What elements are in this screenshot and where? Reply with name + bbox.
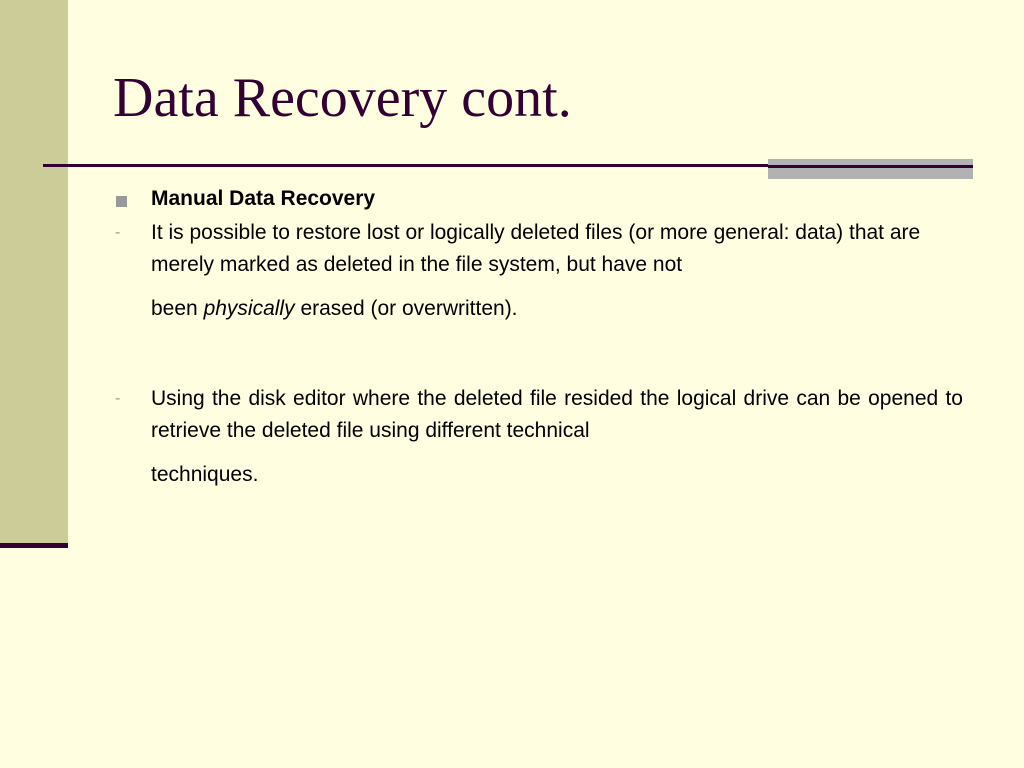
title-divider-block-line	[768, 165, 973, 168]
dash-bullet-icon: -	[115, 224, 121, 241]
restore-prefix: been	[151, 297, 204, 320]
bullet-item	[113, 185, 963, 217]
left-bar-accent-line	[0, 543, 68, 548]
dash-item-disk-editor	[113, 383, 963, 491]
dash-item-restore	[113, 217, 963, 325]
paragraph-disk-editor-last-line: techniques.	[151, 463, 259, 486]
restore-emphasis: physically	[203, 297, 295, 320]
restore-suffix: erased (or overwritten).	[294, 297, 518, 320]
paragraph-restore-text: It is possible to restore lost or logically deleted files (or more general: data) that are merely marked as deleted in the file system, but have not	[151, 221, 921, 276]
bullet-heading: Manual Data Recovery	[151, 187, 376, 210]
title-divider-block	[768, 159, 973, 179]
paragraph-restore-last-line	[151, 293, 963, 325]
dash-bullet-icon: -	[115, 390, 121, 407]
paragraph-disk-editor-text: Using the disk editor where the deleted file resided the logical drive can be opened to retrieve the deleted file using different technical	[151, 387, 963, 442]
square-bullet-icon	[116, 196, 127, 207]
left-side-bar	[0, 0, 68, 545]
slide-title: Data Recovery cont.	[113, 67, 572, 129]
paragraph-spacer	[113, 325, 963, 383]
slide-body	[113, 185, 963, 491]
